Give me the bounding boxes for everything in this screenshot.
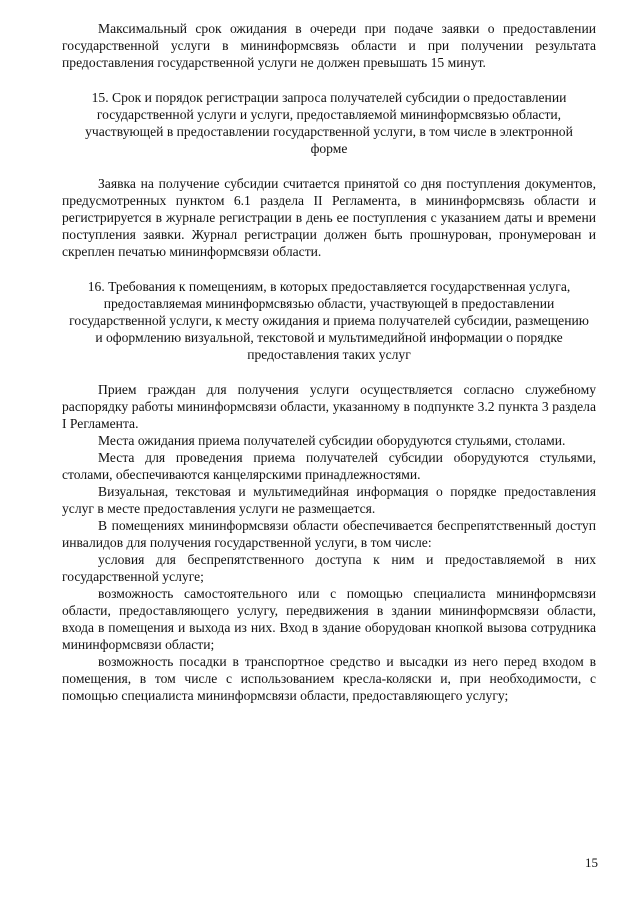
paragraph-reception-places: Места для проведения приема получателей субсидии оборудуются стульями, столами, обеспечиваются канцелярскими принадлежностями.	[62, 450, 596, 482]
paragraph-waiting-time: Максимальный срок ожидания в очереди при подаче заявки о предоставлении государственной услуги в мининформсвязь области и при получении результата предоставления государственной услуги не должен превышать 15 минут.	[62, 21, 596, 70]
paragraph-boarding: возможность посадки в транспортное средство и высадки из него перед входом в помещения, в том числе с использованием кресла-коляски и, при необходимости, с помощью специалиста мининформсвязи области, предоставляющего услугу;	[62, 654, 596, 703]
paragraph-movement: возможность самостоятельного или с помощью специалиста мининформсвязи области, предоставляющего услугу, передвижения в здании мининформсвязи области, входа в помещения и выхода из них. Вход в здание оборудован кнопкой вызова сотрудника мининформсвязи области;	[62, 586, 596, 652]
paragraph-registration: Заявка на получение субсидии считается принятой со дня поступления документов, предусмотренных пунктом 6.1 раздела II Регламента, в мининформсвязь области и регистрируется в журнале регистрации в день ее поступления с указанием даты и времени поступления заявки. Журнал регистрации должен быть прошнурован, пронумерован и скреплен печатью мининформсвязи области.	[62, 176, 596, 259]
section-16-heading: 16. Требования к помещениям, в которых предоставляется государственная услуга, предоставляемая мининформсвязью области, участвующей в предоставлении государственной услуги, к месту ожидания и приема получателей субсидии, размещению и оформлению визуальной, текстовой и мультимедийной информации о порядке предоставления таких услуг	[69, 279, 589, 362]
page-content	[62, 20, 596, 704]
paragraph-accessibility: В помещениях мининформсвязи области обеспечивается беспрепятственный доступ инвалидов для получения государственной услуги, в том числе:	[62, 518, 596, 550]
page-number: 15	[585, 855, 598, 870]
paragraph-waiting-places: Места ожидания приема получателей субсидии оборудуются стульями, столами.	[98, 433, 566, 448]
paragraph-access-conditions: условия для беспрепятственного доступа к ним и предоставляемой в них государственной услуге;	[62, 552, 596, 584]
paragraph-reception-schedule: Прием граждан для получения услуги осуществляется согласно служебному распорядку работы мининформсвязи области, указанному в подпункте 3.2 пункта 3 раздела I Регламента.	[62, 382, 596, 431]
section-15-heading: 15. Срок и порядок регистрации запроса получателей субсидии о предоставлении государственной услуги и услуги, предоставляемой мининформсвязью области, участвующей в предоставлении государственной услуги, в том числе в электронной форме	[85, 90, 573, 156]
paragraph-visual-info: Визуальная, текстовая и мультимедийная информация о порядке предоставления услуг в месте предоставления услуги не размещается.	[62, 484, 596, 516]
